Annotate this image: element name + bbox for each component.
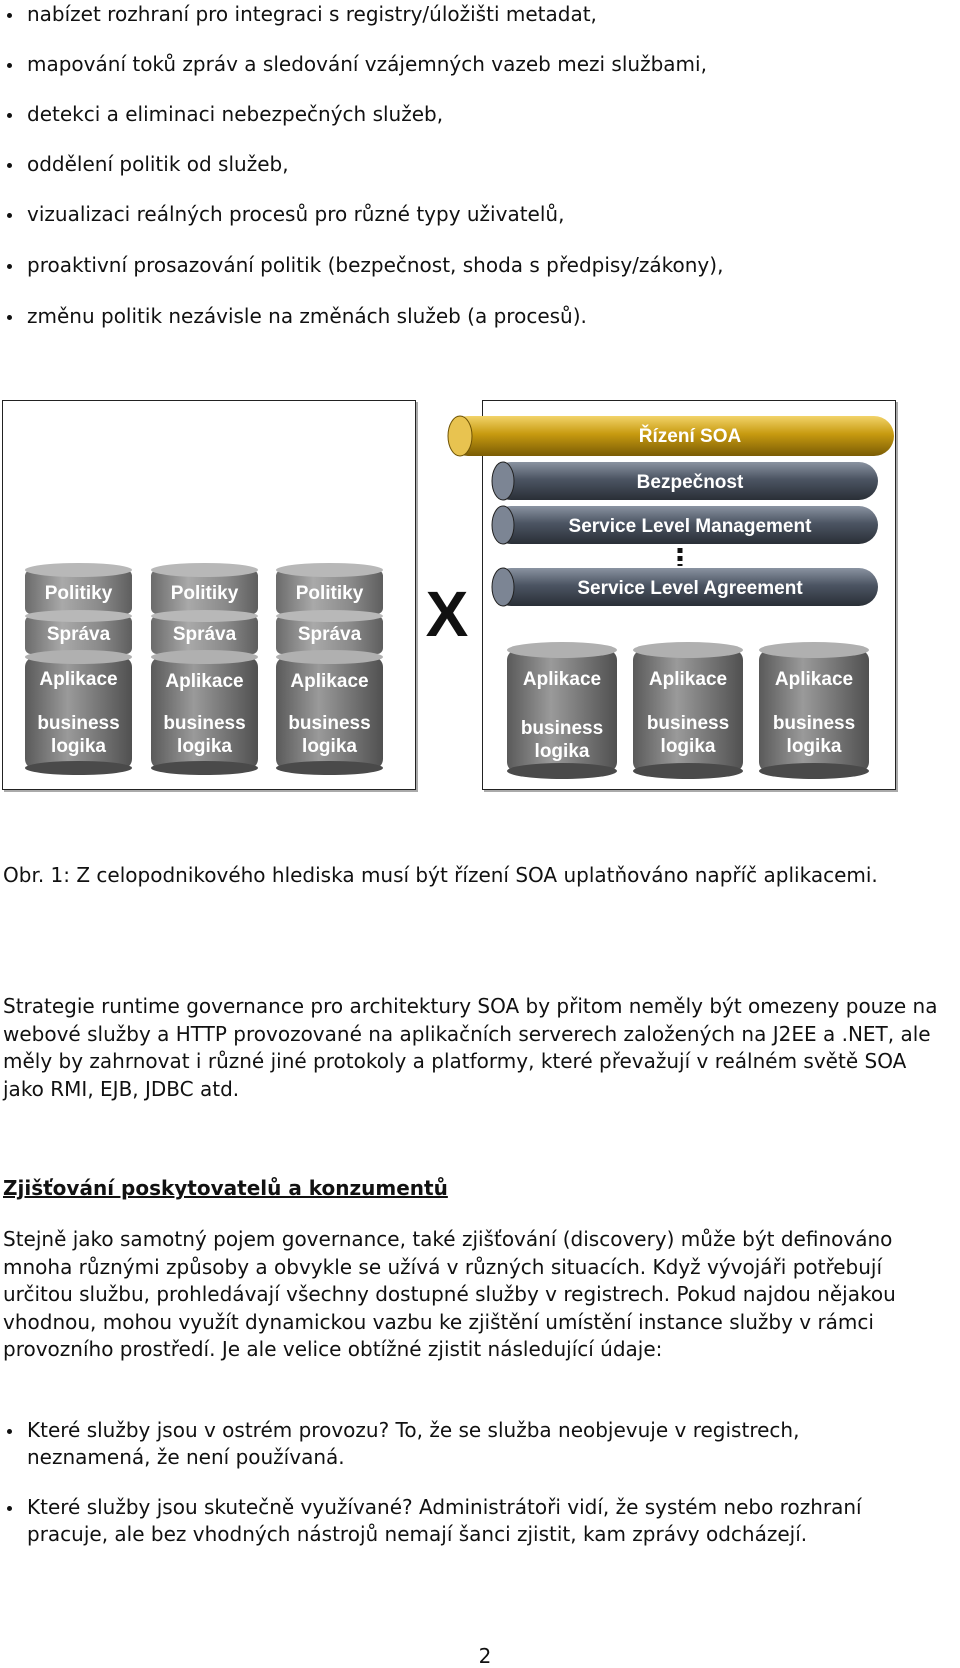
logika-label: logika (660, 736, 716, 757)
sprava-label: Správa (172, 624, 237, 645)
business-label: business (772, 713, 856, 734)
paragraph: Stejně jako samotný pojem governance, také zjišťování (discovery) může být definováno mnoha různými způsoby a obvykle se užívá v různých situacích. Když vývojáři potřebují určitou službu, prohledávají všechny dostupné služby v registrech. Pokud najdou nějakou vhodnou, mohou využít dynamickou vazbu ke zjištění umístění instance služby v rámci provozního prostředí. Je ale velice obtížné zjistit následující údaje: (3, 1227, 896, 1361)
rizeni-soa-label: Řízení SOA (638, 426, 742, 447)
bullet-icon (7, 13, 12, 18)
list-item-text: mapování toků zpráv a sledování vzájemných vazeb mezi službami, (27, 52, 707, 76)
logika-label: logika (786, 736, 842, 757)
left-stack-2 (151, 563, 258, 775)
list-item-text: změnu politik nezávisle na změnách služeb (a procesů). (27, 304, 587, 328)
bullet-icon (7, 1429, 12, 1434)
list-item-text: oddělení politik od služeb, (27, 152, 289, 176)
list-item-text: Které služby jsou v ostrém provozu? To, že se služba neobjevuje v registrech, neznamená, že není používaná. (27, 1418, 800, 1469)
bullet-icon (7, 63, 12, 68)
right-cylinder-3 (759, 642, 869, 779)
figure-diagram (0, 400, 902, 792)
slm-label: Service Level Management (568, 516, 812, 537)
bullet-icon (7, 163, 12, 168)
bullet-icon (7, 1506, 12, 1511)
business-label: business (646, 713, 730, 734)
business-label: business (37, 713, 120, 734)
bezpecnost-bar (492, 462, 878, 500)
x-mark: X (425, 578, 469, 650)
business-label: business (288, 713, 371, 734)
aplikace-label: Aplikace (522, 669, 602, 690)
right-cylinder-1 (507, 642, 617, 779)
list-item-text: Které služby jsou skutečně využívané? Administrátoři vidí, že systém nebo rozhraní pracuje, ale bez vhodných nástrojů nemají šanci zjistit, kam zprávy odcházejí. (27, 1495, 862, 1546)
soa-governance-figure (0, 400, 902, 792)
paragraph: Strategie runtime governance pro architektury SOA by přitom neměly být omezeny pouze na webové služby a HTTP provozované na aplikačních serverech založených na J2EE a .NET, ale měly by zahrnovat i různé jiné protokoly a platformy, které převažují v reálném světě SOA jako RMI, EJB, JDBC atd. (3, 994, 938, 1101)
aplikace-label: Aplikace (774, 669, 854, 690)
aplikace-label: Aplikace (39, 669, 118, 690)
logika-label: logika (534, 741, 590, 762)
figure-caption: Obr. 1: Z celopodnikového hlediska musí být řízení SOA uplatňováno napříč aplikacemi. (3, 863, 878, 887)
slm-bar (492, 506, 878, 544)
list-item-text: detekci a eliminaci nebezpečných služeb, (27, 102, 444, 126)
aplikace-label: Aplikace (290, 671, 369, 692)
list-item-text: nabízet rozhraní pro integraci s registry/úložišti metadat, (27, 2, 597, 26)
sprava-label: Správa (297, 624, 362, 645)
logika-label: logika (51, 736, 106, 757)
bullet-icon (7, 213, 12, 218)
rizeni-soa-bar (448, 416, 894, 456)
business-label: business (520, 718, 604, 739)
list-item-text: proaktivní prosazování politik (bezpečnost, shoda s předpisy/zákony), (27, 253, 724, 277)
left-stack-3 (276, 563, 383, 775)
bezpecnost-label: Bezpečnost (636, 472, 744, 493)
politiky-label: Politiky (44, 583, 113, 604)
politiky-label: Politiky (170, 583, 239, 604)
page-number: 2 (478, 1644, 492, 1668)
right-cylinder-2 (633, 642, 743, 779)
bullet-icon (7, 113, 12, 118)
bullet-icon (7, 264, 12, 269)
business-label: business (163, 713, 246, 734)
politiky-label: Politiky (295, 583, 364, 604)
logika-label: logika (302, 736, 357, 757)
aplikace-label: Aplikace (165, 671, 244, 692)
section-heading: Zjišťování poskytovatelů a konzumentů (3, 1176, 448, 1200)
bullet-icon (7, 315, 12, 320)
left-stack-1 (25, 563, 132, 775)
list-item-text: vizualizaci reálných procesů pro různé typy uživatelů, (27, 202, 565, 226)
sla-bar (492, 568, 878, 606)
sla-label: Service Level Agreement (577, 578, 803, 599)
aplikace-label: Aplikace (648, 669, 728, 690)
sprava-label: Správa (46, 624, 111, 645)
logika-label: logika (177, 736, 232, 757)
